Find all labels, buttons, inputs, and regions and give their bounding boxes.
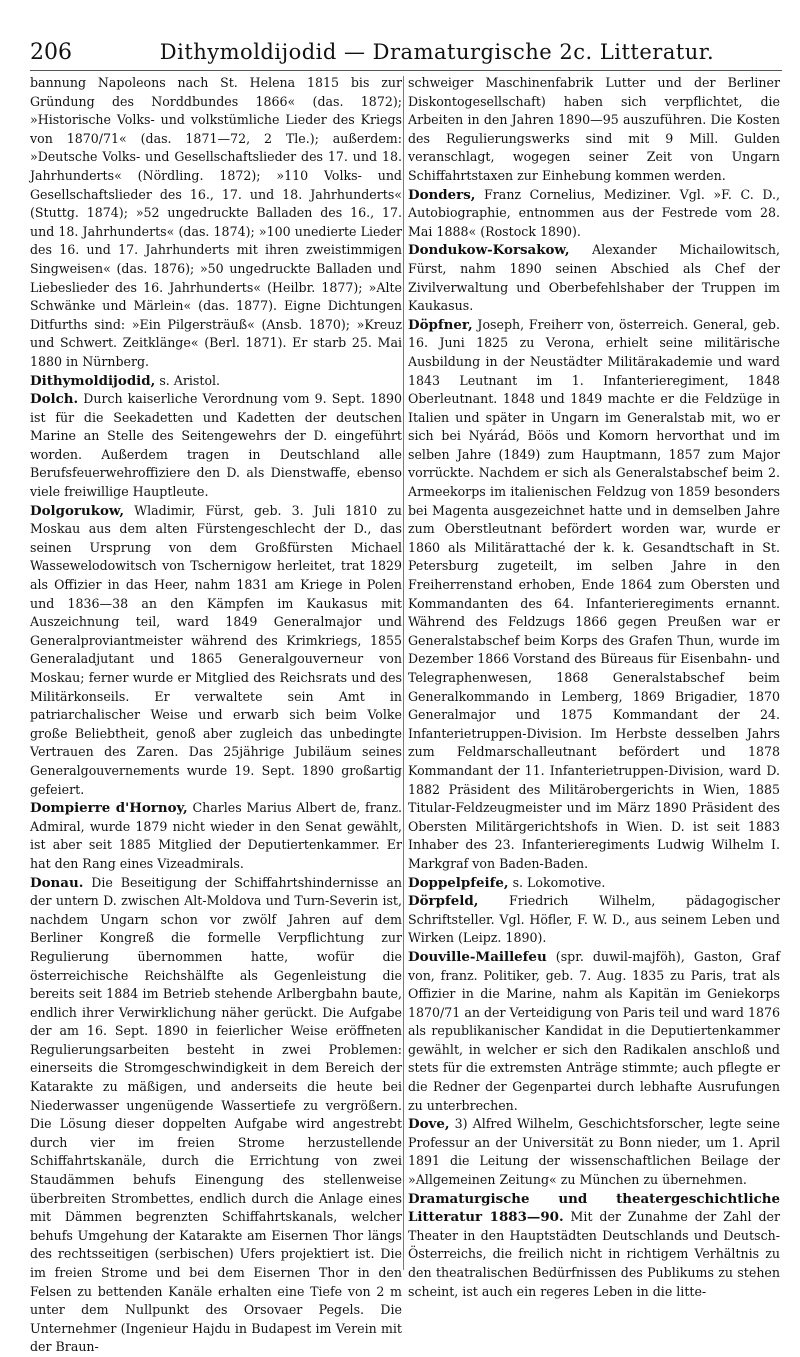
entry-headword: Dolgorukow,	[30, 502, 125, 519]
entry-text: s. Lokomotive.	[512, 874, 606, 890]
entry-headword: Dolch.	[30, 391, 79, 408]
entry-text: Wladimir, Fürst, geb. 3. Juli 1810 zu Moskau aus dem alten Fürstengeschlecht der D., das seinen Ursprung von dem Großfürsten Michael Wassewelodowitsch von Tschernigow herleitet, trat 1829 als Offizier in das Heer, nahm 1831 am Kriege in Polen und 1836—38 an den Kämpfen im Kaukasus mit Auszeichnung teil, ward 1849 Generalmajor und Generalproviantmeister während des Krimkriegs, 1855 Generaladjutant und 1865 Generalgouverneur von Moskau; ferner wurde er Mitglied des Reichsrats und des Militärkonseils. Er verwaltete sein Amt in patriarchalischer Weise und erwarb sich beim Volke große Beliebtheit, genoß aber zugleich das unbedingte Vertrauen des Zaren. Das 25jährige Jubiläum seines Generalgouvernements wurde 19. Sept. 1890 großartig gefeiert.	[30, 502, 402, 797]
entry	[408, 186, 780, 242]
entry	[408, 1190, 780, 1302]
entry	[30, 799, 402, 873]
entry-text: Mit der Zunahme der Zahl der Theater in den Hauptstädten Deutschlands und Deutsch-Österreichs, die freilich nicht in richtigem Verhältnis zu den theatralischen Bedürfnissen des Publikums zu stehen scheint, ist auch ein regeres Leben in die litte-	[408, 1209, 780, 1299]
entry	[30, 502, 402, 800]
entry	[408, 948, 780, 1115]
entry	[30, 874, 402, 1357]
entry	[408, 874, 780, 893]
entry	[30, 390, 402, 502]
entry: bannung Napoleons nach St. Helena 1815 bis zur Gründung des Norddbundes 1866« (das. 1872); »Historische Volks- und volkstümliche Lieder des Kriegs von 1870/71« (das. 1871—72, 2 Tle.); außerdem: »Deutsche Volks- und Gesellschaftslieder des 17. und 18. Jahrhunderts« (Nördling. 1872); »110 Volks- und Gesellschaftslieder des 16., 17. und 18. Jahrhunderts« (Stuttg. 1874); »52 ungedruckte Balladen des 16., 17. und 18. Jahrhunderts« (das. 1874); »100 unedierte Lieder des 16. und 17. Jahrhunderts mit ihren zweistimmigen Singweisen« (das. 1876); »50 ungedruckte Balladen und Liebeslieder des 16. Jahrhunderts« (Heilbr. 1877); »Alte Schwänke und Märlein« (das. 1877). Eigne Dichtungen Ditfurths sind: »Ein Pilgersträuß« (Ansb. 1870); »Kreuz und Schwert. Zeitklänge« (Berl. 1871). Er starb 25. Mai 1880 in Nürnberg.	[30, 75, 402, 369]
entry-headword: Doppelpfeife,	[408, 874, 509, 891]
entry-headword: Döpfner,	[408, 316, 473, 333]
entry-text: schweiger Maschinenfabrik Lutter und der Berliner Diskontogesellschaft) haben sich verpflichtet, die Arbeiten in den Jahren 1890—95 auszuführen. Die Kosten des Regulierungswerks sind mit 9 Mill. Gulden veranschlagt, wogegen seiner Zeit von Ungarn Schiffahrtstaxen zur Einhebung kommen werden.	[408, 75, 780, 183]
entry-headword: Donau.	[30, 874, 84, 891]
page-number: 206	[30, 40, 72, 65]
right-column	[408, 74, 780, 1299]
entry	[30, 372, 402, 391]
entry-headword: Dithymoldijodid,	[30, 372, 156, 389]
header-rule	[30, 70, 782, 71]
entry-text: Friedrich Wilhelm, pädagogischer Schriftsteller. Vgl. Höfler, F. W. D., aus seinem Leben und Wirken (Leipz. 1890).	[408, 893, 780, 946]
entry	[408, 892, 780, 948]
entry-text: Die Beseitigung der Schiffahrtshindernisse an der untern D. zwischen Alt-Moldova und Turn-Severin ist, nachdem Ungarn schon vor zwölf Jahren auf dem Berliner Kongreß die formelle Verpflichtung zur Regulierung übernommen hatte, wofür die österreichische Reichshälfte als Gegenleistung die bereits seit 1884 im Betrieb stehende Arlbergbahn baute, endlich ihrer Verwirklichung näher gerückt. Die Aufgabe der am 16. Sept. 1890 in feierlicher Weise eröffneten Regulierungsarbeiten besteht in zwei Problemen: einerseits die Stromgeschwindigkeit in dem Bereich der Katarakte zu mäßigen, und anderseits die heute bei Niederwasser ungenügende Wassertiefe zu vergrößern. Die Lösung dieser doppelten Aufgabe wird angestrebt durch vier im freien Strome herzustellende Schiffahrtskanäle, durch die Errichtung von zwei Staudämmen behufs Einengung des stellenweise überbreiten Strombettes, endlich durch die Anlage eines mit Dämmen begrenzten Schiffahrtskanals, welcher behufs Umgehung der Katarakte am Eisernen Thor längs des rechtsseitigen (serbischen) Ufers projektiert ist. Die im freien Strome und bei dem Eisernen Thor in den Felsen zu bettenden Kanäle erhalten eine Tiefe von 2 m unter dem Nullpunkt des Orsovaer Pegels. Die Unternehmer (Ingenieur Hajdu in Budapest im Verein mit der Braun-	[30, 874, 402, 1355]
entry-headword: Douville-Maillefeu	[408, 948, 547, 965]
entry	[408, 316, 780, 874]
entry	[408, 241, 780, 315]
entry	[408, 1115, 780, 1189]
entry-headword: Dörpfeld,	[408, 893, 479, 910]
entry-text: s. Aristol.	[159, 372, 221, 388]
entry-text: Alexander Michailowitsch, Fürst, nahm 1890 seinen Abschied als Chef der Zivilverwaltung und Oberbefehlshaber der Truppen im Kaukasus.	[408, 242, 780, 314]
page-header	[30, 40, 782, 70]
running-title: Dithymoldijodid — Dramaturgische 2c. Litteratur.	[159, 40, 715, 64]
entry-text: Durch kaiserliche Verordnung vom 9. Sept. 1890 ist für die Seekadetten und Kadetten der deutschen Marine an Stelle des Seitengewehrs der D. eingeführt worden. Außerdem tragen in Deutschland alle Berufsfeuerwehroffiziere den D. als Dienstwaffe, ebenso viele freiwillige Hauptleute.	[30, 391, 402, 500]
entry-headword: Dove,	[408, 1116, 450, 1133]
entry-text: (spr. duwil-majföh), Gaston, Graf von, franz. Politiker, geb. 7. Aug. 1835 zu Paris, trat als Offizier in die Marine, nahm als Kapitän im Geniekorps 1870/71 an der Verteidigung von Paris teil und ward 1876 als republikanischer Kandidat in die Deputiertenkammer gewählt, in welcher er sich den Radikalen anschloß und stets für die extremsten Anträge stimmte; auch pflegte er die Redner der Gegenpartei durch lebhafte Ausrufungen zu unterbrechen.	[408, 948, 780, 1113]
entry-headword: Donders,	[408, 186, 476, 203]
entry-headword: Dompierre d'Hornoy,	[30, 800, 188, 817]
entry-text: Franz Cornelius, Mediziner. Vgl. »F. C. D., Autobiographie, entnommen aus der Festrede vom 28. Mai 1888« (Rostock 1890).	[408, 186, 780, 239]
left-column	[30, 74, 402, 1355]
entry-text: Joseph, Freiherr von, österreich. General, geb. 16. Juni 1825 zu Verona, erhielt seine militärische Ausbildung in der Neustädter Militärakademie und ward 1843 Leutnant im 1. Infanterieregiment, 1848 Oberleutnant. 1848 und 1849 machte er die Feldzüge in Italien und später in Ungarn im Generalstab mit, wo er sich bei Nyárád, Böös und Komorn hervorthat und im selben Jahre (1849) zum Hauptmann, 1857 zum Major vorrückte. Nachdem er sich als Generalstabschef beim 2. Armeekorps im italienischen Feldzug von 1859 besonders bei Magenta ausgezeichnet hatte und in demselben Jahre zum Oberstleutnant befördert worden war, wurde er 1860 als Militärattaché der k. k. Gesandtschaft in St. Petersburg zugeteilt, im selben Jahre in den Freiherrenstand erhoben, Ende 1864 zum Obersten und Kommandanten des 64. Infanterieregiments ernannt. Während des Feldzugs 1866 gegen Preußen war er Generalstabschef beim Korps des Grafen Thun, wurde im Dezember 1866 Vorstand des Büreaus für Eisenbahn- und Telegraphenwesen, 1868 Generalstabschef beim Generalkommando in Lemberg, 1869 Brigadier, 1870 Generalmajor und 1875 Kommandant der 24. Infanterietruppen-Division. Im Herbste desselben Jahrs zum Feldmarschalleutnant befördert und 1878 Kommandant der 11. Infanterietruppen-Division, ward D. 1882 Präsident des Militärobergerichts in Wien, 1885 Titular-Feldzeugmeister und im März 1890 Präsident des Obersten Militärgerichtshofs in Wien. D. ist seit 1883 Inhaber des 23. Infanterieregiments Ludwig Wilhelm I. Markgraf von Baden-Baden.	[408, 316, 780, 871]
entry-headword: Dramaturgische und theatergeschichtliche Litteratur 1883—90.	[408, 1190, 780, 1226]
column-divider	[403, 76, 404, 1270]
entry-text: 3) Alfred Wilhelm, Geschichtsforscher, legte seine Professur an der Universität zu Bonn nieder, um 1. April 1891 die Leitung der wissenschaftlichen Beilage der »Allgemeinen Zeitung« zu München zu übernehmen.	[408, 1116, 780, 1188]
entry-text: Charles Marius Albert de, franz. Admiral, wurde 1879 nicht wieder in den Senat gewählt, ist aber seit 1885 Mitglied der Deputiertenkammer. Er hat den Rang eines Vizeadmirals.	[30, 800, 402, 871]
entry-headword: Dondukow-Korsakow,	[408, 242, 570, 259]
entry	[408, 74, 780, 186]
